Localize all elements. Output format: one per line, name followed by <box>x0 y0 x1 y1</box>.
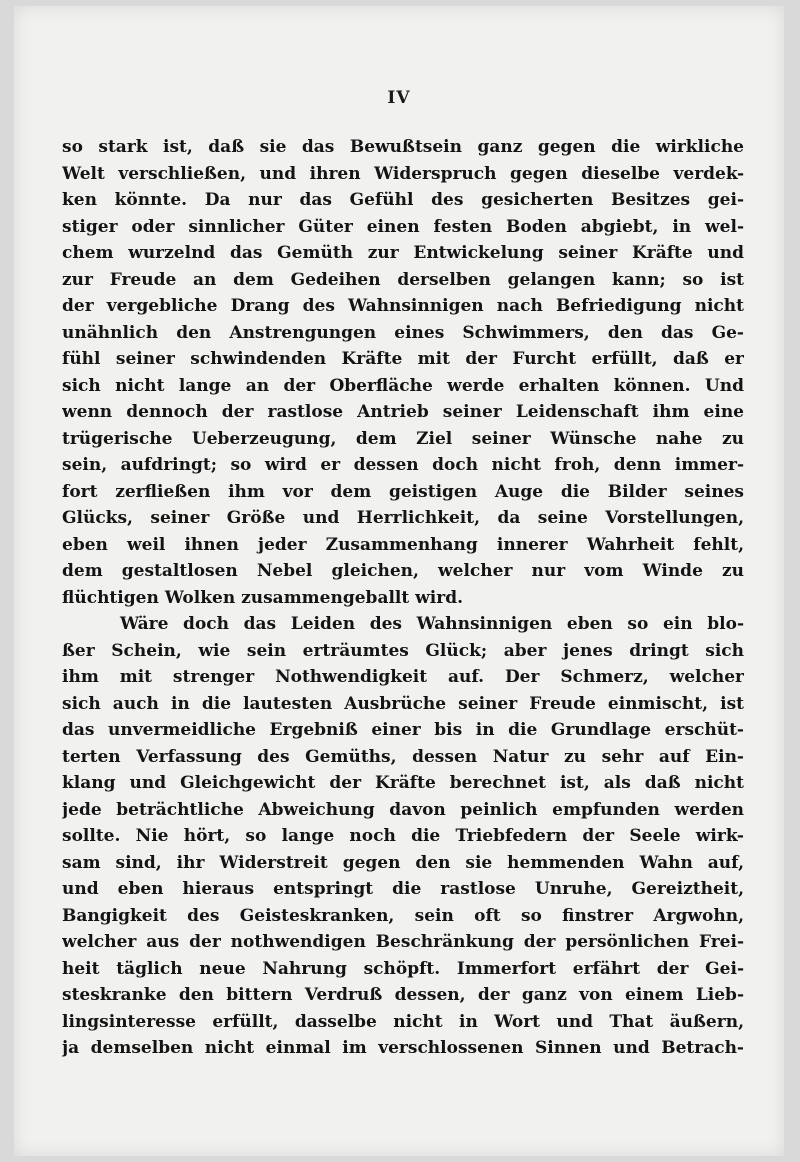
text-line: Welt verschließen, und ihren Widerspruch gegen dieselbe verdek- <box>62 163 744 184</box>
body-text <box>62 134 744 1062</box>
text-line: stiger oder sinnlicher Güter einen festen Boden abgiebt, in wel- <box>62 216 744 237</box>
text-line: trügerische Ueberzeugung, dem Ziel seiner Wünsche nahe zu <box>62 428 744 449</box>
page-number: IV <box>387 88 411 108</box>
text-line: dem gestaltlosen Nebel gleichen, welcher nur vom Winde zu <box>62 561 744 581</box>
text-line: klang und Gleichgewicht der Kräfte berechnet ist, als daß nicht <box>62 773 744 793</box>
text-line: flüchtigen Wolken zusammengeballt wird. <box>62 587 463 608</box>
text-line: zur Freude an dem Gedeihen derselben gelangen kann; so ist <box>62 269 744 290</box>
text-line: ja demselben nicht einmal im verschlossenen Sinnen und Betrach- <box>62 1038 744 1058</box>
book-page <box>14 6 784 1156</box>
text-line: ihm mit strenger Nothwendigkeit auf. Der Schmerz, welcher <box>62 667 744 687</box>
text-line: sollte. Nie hört, so lange noch die Triebfedern der Seele wirk- <box>62 826 744 846</box>
text-line: so stark ist, daß sie das Bewußtsein ganz gegen die wirkliche <box>62 137 744 157</box>
text-line: der vergebliche Drang des Wahnsinnigen nach Befriedigung nicht <box>62 296 744 316</box>
text-line: welcher aus der nothwendigen Beschränkung der persönlichen Frei- <box>62 932 744 952</box>
text-line: fühl seiner schwindenden Kräfte mit der Furcht erfüllt, daß er <box>62 349 744 369</box>
text-line: Wäre doch das Leiden des Wahnsinnigen eben so ein blo- <box>120 614 744 634</box>
text-line: sam sind, ihr Widerstreit gegen den sie hemmenden Wahn auf, <box>62 852 744 873</box>
text-line: steskranke den bittern Verdruß dessen, der ganz von einem Lieb- <box>62 985 744 1005</box>
text-line: ßer Schein, wie sein erträumtes Glück; aber jenes dringt sich <box>62 640 744 661</box>
text-line: unähnlich den Anstrengungen eines Schwimmers, den das Ge- <box>62 322 744 343</box>
text-line: sich auch in die lautesten Ausbrüche seiner Freude einmischt, ist <box>62 693 744 714</box>
text-line: Bangigkeit des Geisteskranken, sein oft so finstrer Argwohn, <box>62 905 744 926</box>
text-line: und eben hieraus entspringt die rastlose Unruhe, Gereiztheit, <box>62 879 744 899</box>
text-line: sich nicht lange an der Oberfläche werde erhalten können. Und <box>62 375 744 396</box>
text-line: ken könnte. Da nur das Gefühl des gesicherten Besitzes gei- <box>62 190 744 210</box>
text-line: wenn dennoch der rastlose Antrieb seiner Leidenschaft ihm eine <box>62 402 744 422</box>
text-line: fort zerfließen ihm vor dem geistigen Auge die Bilder seines <box>62 481 744 502</box>
text-line: heit täglich neue Nahrung schöpft. Immerfort erfährt der Gei- <box>62 958 744 979</box>
text-line: lingsinteresse erfüllt, dasselbe nicht in Wort und That äußern, <box>62 1011 744 1032</box>
text-line: terten Verfassung des Gemüths, dessen Natur zu sehr auf Ein- <box>62 746 744 767</box>
text-line: sein, aufdringt; so wird er dessen doch nicht froh, denn immer- <box>62 455 744 475</box>
text-line: Glücks, seiner Größe und Herrlichkeit, da seine Vorstellungen, <box>62 508 744 528</box>
text-line: das unvermeidliche Ergebniß einer bis in die Grundlage erschüt- <box>62 720 744 740</box>
text-line: jede beträchtliche Abweichung davon peinlich empfunden werden <box>62 799 744 820</box>
text-line: chem wurzelnd das Gemüth zur Entwickelung seiner Kräfte und <box>62 243 744 263</box>
text-line: eben weil ihnen jeder Zusammenhang innerer Wahrheit fehlt, <box>62 534 744 555</box>
